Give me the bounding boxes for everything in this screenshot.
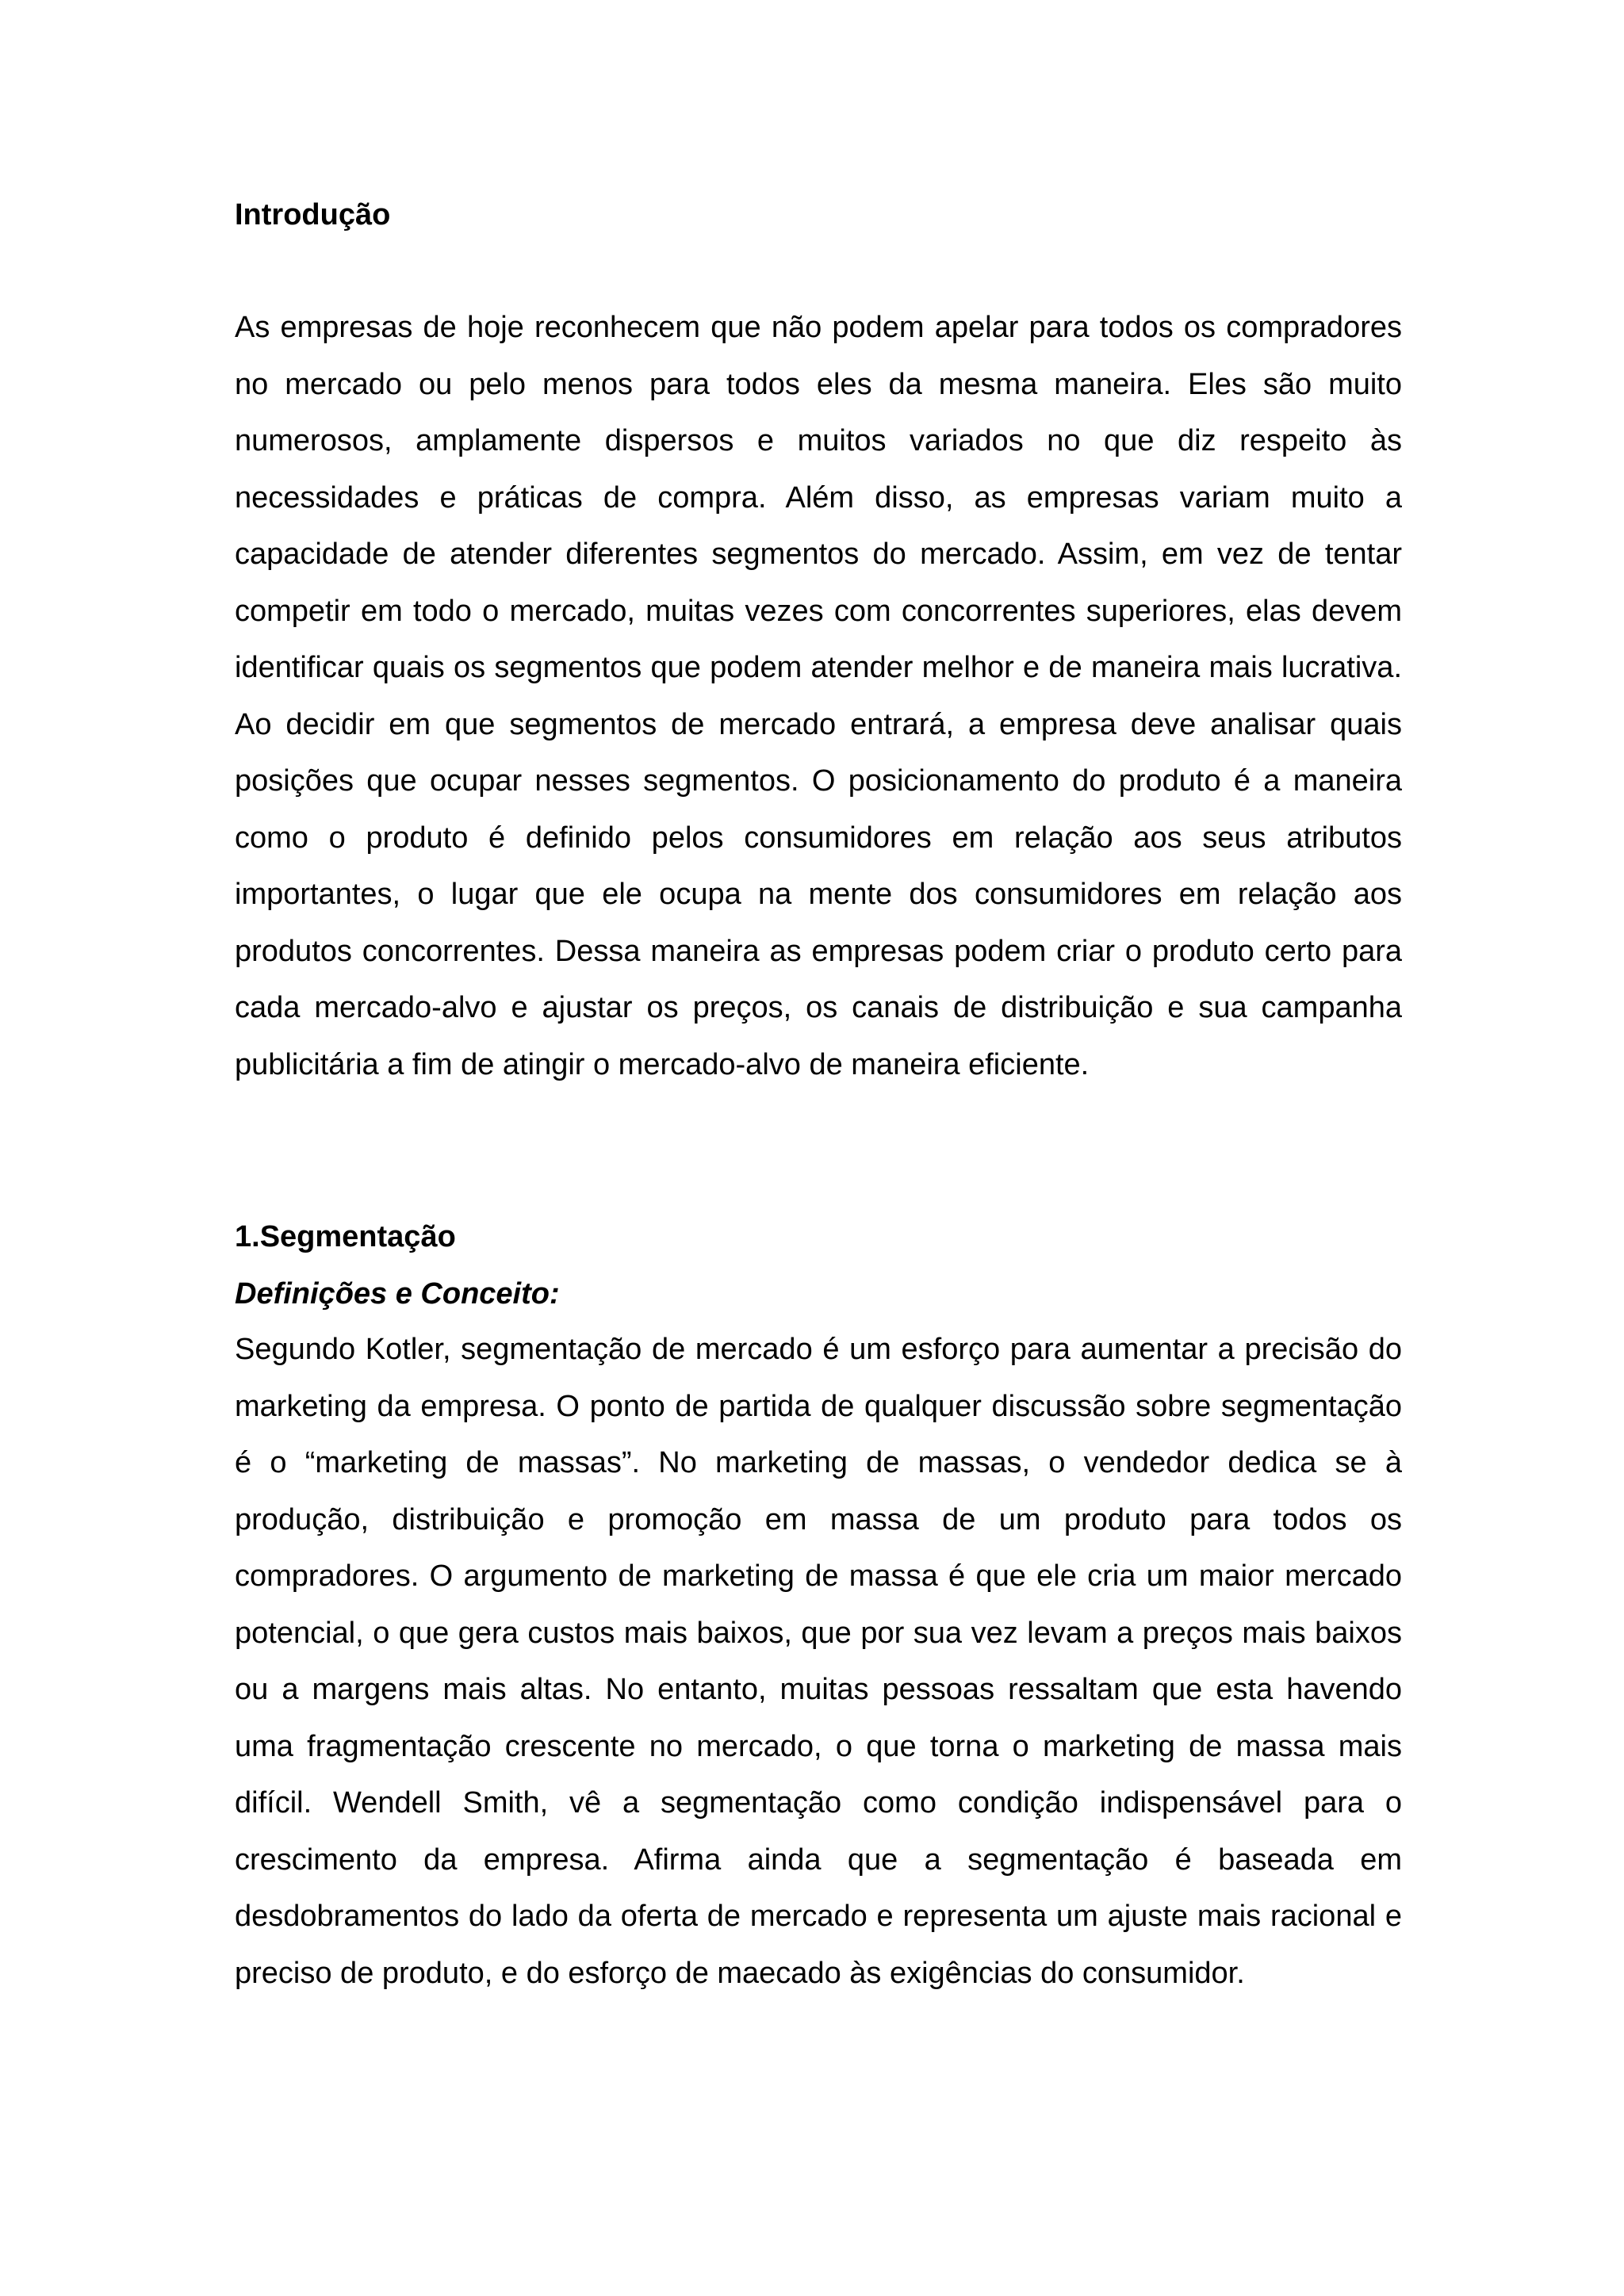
segmentation-heading: 1.Segmentação [235, 1220, 456, 1253]
segmentation-paragraph: Segundo Kotler, segmentação de mercado é um esforço para aumentar a precisão do marketing da empresa. O ponto de partida de qualquer discussão sobre segmentação é o “marketing de massas”. No marketing de massas, o vendedor dedica se à produção, distribuição e promoção em massa de um produto para todos os compradores. O argumento de marketing de massa é que ele cria um maior mercado potencial, o que gera custos mais baixos, que por sua vez levam a preços mais baixos ou a margens mais altas. No entanto, muitas pessoas ressaltam que esta havendo uma fragmentação crescente no mercado, o que torna o marketing de massa mais difícil. Wendell Smith, vê a segmentação como condição indispensável para o crescimento da empresa. Afirma ainda que a segmentação é baseada em desdobramentos do lado da oferta de mercado e representa um ajuste mais racional e preciso de produto, e do esforço de maecado às exigências do consumidor. [235, 1333, 1402, 1990]
intro-heading: Introdução [235, 198, 391, 232]
intro-paragraph: As empresas de hoje reconhecem que não podem apelar para todos os compradores no mercado ou pelo menos para todos eles da mesma maneira. Eles são muito numerosos, amplamente dispersos e muitos variados no que diz respeito às necessidades e práticas de compra. Além disso, as empresas variam muito a capacidade de atender diferentes segmentos do mercado. Assim, em vez de tentar competir em todo o mercado, muitas vezes com concorrentes superiores, elas devem identificar quais os segmentos que podem atender melhor e de maneira mais lucrativa. Ao decidir em que segmentos de mercado entrará, a empresa deve analisar quais posições que ocupar nesses segmentos. O posicionamento do produto é a maneira como o produto é definido pelos consumidores em relação aos seus atributos importantes, o lugar que ele ocupa na mente dos consumidores em relação aos produtos concorrentes. Dessa maneira as empresas podem criar o produto certo para cada mercado-alvo e ajustar os preços, os canais de distribuição e sua campanha publicitária a fim de atingir o mercado-alvo de maneira eficiente. [235, 311, 1402, 1081]
segmentation-subheading: Definições e Conceito: [235, 1277, 560, 1311]
